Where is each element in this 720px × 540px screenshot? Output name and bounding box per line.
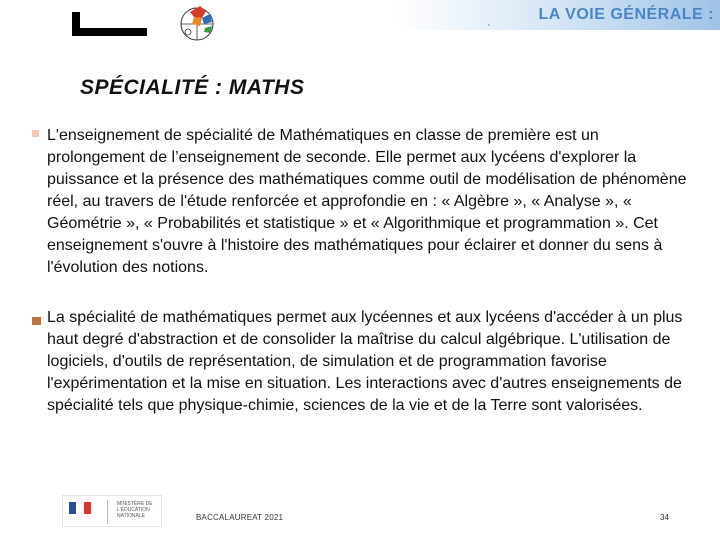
ministry-name: MINISTÈRE DE L'ÉDUCATION NATIONALE xyxy=(117,501,153,519)
corner-bracket-icon xyxy=(72,12,147,36)
logo-divider xyxy=(107,500,108,524)
paragraph-mathematics-goals: La spécialité de mathématiques permet aux lycéennes et aux lycéens d'accéder à un plus haut degré d'abstraction et de consolider la maîtrise du calcul algébrique. L'utilisation de logiciels, d'outils de représentation, de simulation et de programmation favorise l'expérimentation et la mise en situation. Les interactions avec d'autres enseignements de spécialité tels que physique-chimie, sciences de la vie et de la Terre sont valorisées. xyxy=(47,309,683,414)
bullet-square-icon xyxy=(32,317,41,325)
french-flag-icon xyxy=(69,502,91,514)
header-title: LA VOIE GÉNÉRALE : xyxy=(538,6,714,23)
page-title: SPÉCIALITÉ : MATHS xyxy=(80,76,305,99)
page-number: 34 xyxy=(660,513,669,522)
academy-emblem-logo xyxy=(176,2,222,44)
footer-label: BACCALAUREAT 2021 xyxy=(196,513,284,522)
ministry-logo xyxy=(62,495,162,527)
header-accent-mark: ` xyxy=(487,22,491,36)
paragraph-mathematics-intro: L'enseignement de spécialité de Mathématiques en classe de première est un prolongement de l’enseignement de seconde. Elle permet aux lycéens d'explorer la puissance et la présence des mathématiques comme outil de modélisation de phénomène réel, au travers de l'étude renforcée et approfondie en : « Algèbre », « Analyse », « Géométrie », « Probabilités et statistique » et « Algorithmique et programmation ». Cet enseignement s'ouvre à l'histoire des mathématiques pour éclairer et donner du sens à l'évolution des notions. xyxy=(47,127,687,276)
bullet-square-icon xyxy=(32,130,39,137)
